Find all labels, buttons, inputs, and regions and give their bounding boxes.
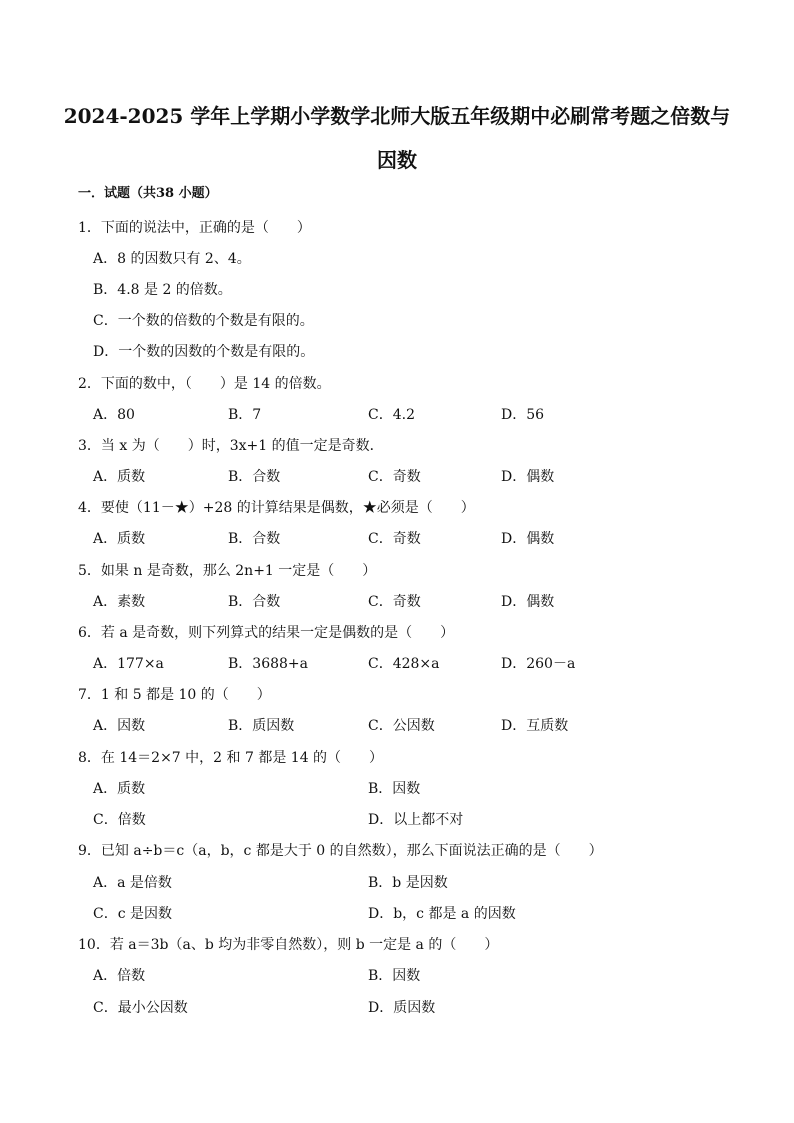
document-title — [60, 94, 734, 182]
q7-option-b: B．质因数 — [228, 718, 295, 734]
question-10: 10．若 a＝3b（a、b 均为非零自然数），则 b 一定是 a 的（ ） — [78, 937, 499, 953]
question-4: 4．要使（11－★）+28 的计算结果是偶数，★必须是（ ） — [78, 500, 475, 516]
question-7: 7．1 和 5 都是 10 的（ ） — [78, 687, 271, 703]
q2-option-a: A．80 — [93, 407, 135, 423]
q7-option-a: A．因数 — [93, 718, 146, 734]
q8-option-c: C．倍数 — [93, 812, 146, 828]
q5-option-b: B．合数 — [228, 594, 281, 610]
section-heading: 一．试题（共38 小题） — [78, 186, 218, 201]
q5-option-d: D．偶数 — [501, 594, 555, 610]
q9-option-d: D．b，c 都是 a 的因数 — [368, 906, 516, 922]
question-8: 8．在 14＝2×7 中，2 和 7 都是 14 的（ ） — [78, 750, 384, 766]
question-2: 2．下面的数中，（ ）是 14 的倍数。 — [78, 376, 331, 392]
q4-option-c: C．奇数 — [368, 531, 421, 547]
q8-option-d: D．以上都不对 — [368, 812, 464, 828]
q6-option-a: A．177×a — [93, 656, 164, 672]
q10-option-c: C．最小公因数 — [93, 1000, 188, 1016]
q10-option-a: A．倍数 — [93, 968, 146, 984]
question-9: 9．已知 a÷b＝c（a，b，c 都是大于 0 的自然数），那么下面说法正确的是（ ） — [78, 843, 603, 859]
title-line-1: 2024-2025 学年上学期小学数学北师大版五年级期中必刷常考题之倍数与 — [63, 104, 731, 128]
q8-option-a: A．质数 — [93, 781, 146, 797]
q9-option-b: B．b 是因数 — [368, 875, 448, 891]
q7-option-d: D．互质数 — [501, 718, 569, 734]
q10-option-b: B．因数 — [368, 968, 421, 984]
q2-option-b: B．7 — [228, 407, 262, 423]
question-5: 5．如果 n 是奇数，那么 2n+1 一定是（ ） — [78, 563, 377, 579]
question-3: 3．当 x 为（ ）时，3x+1 的值一定是奇数． — [78, 438, 384, 454]
q9-option-c: C．c 是因数 — [93, 906, 173, 922]
q6-option-d: D．260－a — [501, 656, 576, 672]
q6-option-c: C．428×a — [368, 656, 440, 672]
q3-option-c: C．奇数 — [368, 469, 421, 485]
q5-option-c: C．奇数 — [368, 594, 421, 610]
q10-option-d: D．质因数 — [368, 1000, 436, 1016]
q4-option-b: B．合数 — [228, 531, 281, 547]
q7-option-c: C．公因数 — [368, 718, 435, 734]
q3-option-a: A．质数 — [93, 469, 146, 485]
q6-option-b: B．3688+a — [228, 656, 308, 672]
q9-option-a: A．a 是倍数 — [93, 875, 172, 891]
question-6: 6．若 a 是奇数，则下列算式的结果一定是偶数的是（ ） — [78, 625, 455, 641]
q3-option-d: D．偶数 — [501, 469, 555, 485]
title-line-2: 因数 — [377, 148, 417, 172]
q4-option-d: D．偶数 — [501, 531, 555, 547]
q1-option-c: C．一个数的倍数的个数是有限的。 — [93, 313, 314, 329]
q2-option-c: C．4.2 — [368, 407, 415, 423]
q5-option-a: A．素数 — [93, 594, 146, 610]
q4-option-a: A．质数 — [93, 531, 146, 547]
q3-option-b: B．合数 — [228, 469, 281, 485]
q1-option-b: B．4.8 是 2 的倍数。 — [93, 282, 232, 298]
question-1: 1．下面的说法中，正确的是（ ） — [78, 220, 311, 236]
q8-option-b: B．因数 — [368, 781, 421, 797]
q2-option-d: D．56 — [501, 407, 545, 423]
q1-option-a: A．8 的因数只有 2、4。 — [93, 251, 251, 267]
q1-option-d: D．一个数的因数的个数是有限的。 — [93, 344, 315, 360]
